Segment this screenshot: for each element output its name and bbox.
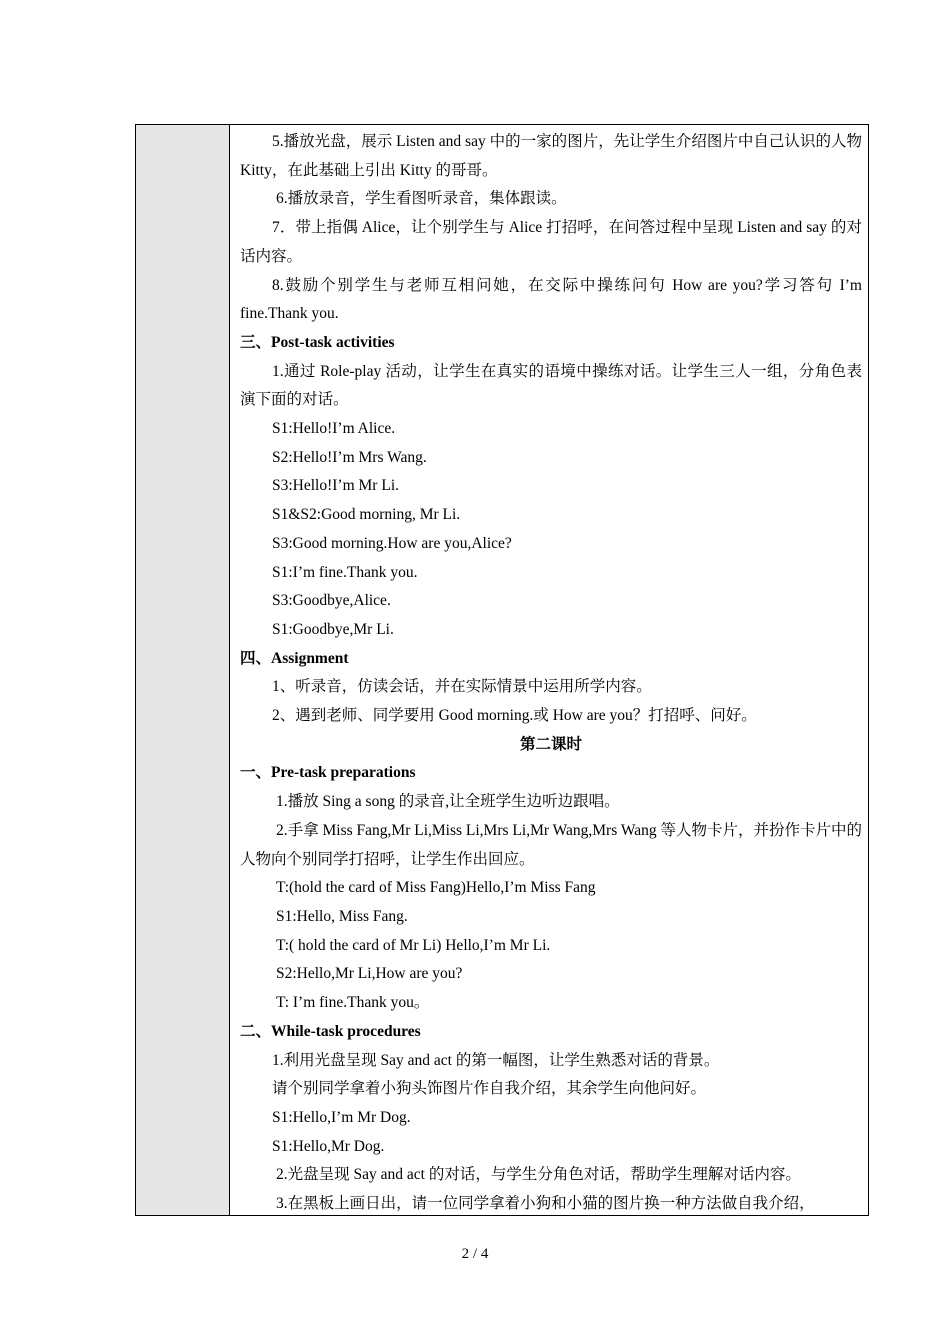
- step-8: 8.鼓励个别学生与老师互相问她，在交际中操练问句 How are you?学习答句 I’m fine.Thank you.: [240, 276, 862, 323]
- dialogue-line: S1:Hello,I’m Mr Dog.: [272, 1108, 411, 1126]
- pre-task-heading: 一、Pre-task preparations: [240, 764, 416, 782]
- dialogue-line: S3:Goodbye,Alice.: [272, 592, 391, 610]
- dialogue-line: S1&S2:Good morning, Mr Li.: [272, 506, 461, 524]
- dialogue-line: S1:Hello, Miss Fang.: [276, 907, 408, 925]
- post-task-heading: 三、Post-task activities: [240, 333, 395, 351]
- step-7: 7．带上指偶 Alice，让个别学生与 Alice 打招呼，在问答过程中呈现 Listen and say 的对话内容。: [240, 219, 862, 265]
- step-5: 5.播放光盘，展示 Listen and say 中的一家的图片，先让学生介绍图片中自己认识的人物 Kitty，在此基础上引出 Kitty 的哥哥。: [240, 133, 862, 179]
- pre-task-step-2: 2.手拿 Miss Fang,Mr Li,Miss Li,Mrs Li,Mr Wang,Mrs Wang 等人物卡片，并扮作卡片中的人物向个别同学打招呼，让学生作出回应。: [240, 821, 862, 868]
- post-task-step-1: 1.通过 Role-play 活动，让学生在真实的语境中操练对话。让学生三人一组，分角色表演下面的对话。: [240, 362, 862, 409]
- while-task-step-2: 2.光盘呈现 Say and act 的对话，与学生分角色对话，帮助学生理解对话内容。: [276, 1166, 801, 1184]
- dialogue-line: S1:Goodbye,Mr Li.: [272, 620, 394, 638]
- lesson-2-title: 第二课时: [519, 735, 582, 753]
- table-content-cell: [240, 128, 862, 1219]
- assignment-item-2: 2、遇到老师、同学要用 Good morning.或 How are you？打招呼、问好。: [272, 707, 757, 725]
- dialogue-line: S2:Hello,Mr Li,How are you?: [276, 965, 463, 983]
- assignment-heading: 四、Assignment: [240, 649, 349, 667]
- dialogue-line: T:( hold the card of Mr Li) Hello,I’m Mr Li.: [276, 936, 551, 954]
- dialogue-line: S3:Good morning.How are you,Alice?: [272, 534, 512, 552]
- dialogue-line: S2:Hello!I’m Mrs Wang.: [272, 448, 427, 466]
- dialogue-line: S1:Hello!I’m Alice.: [272, 420, 396, 438]
- dialogue-line: S3:Hello!I’m Mr Li.: [272, 477, 399, 495]
- lesson-plan-table: [135, 124, 869, 1216]
- dialogue-line: T: I’m fine.Thank you。: [276, 994, 430, 1012]
- dialogue-line: T:(hold the card of Miss Fang)Hello,I’m Miss Fang: [276, 879, 596, 897]
- while-task-step-1b: 请个别同学拿着小狗头饰图片作自我介绍，其余学生向他问好。: [272, 1080, 707, 1098]
- while-task-step-3: 3.在黑板上画日出，请一位同学拿着小狗和小猫的图片换一种方法做自我介绍，: [276, 1195, 815, 1213]
- step-6: 6.播放录音，学生看图听录音，集体跟读。: [276, 190, 567, 208]
- dialogue-line: S1:Hello,Mr Dog.: [272, 1137, 385, 1155]
- while-task-heading: 二、While-task procedures: [240, 1022, 421, 1040]
- table-left-cell: [136, 125, 230, 1215]
- pre-task-step-1: 1.播放 Sing a song 的录音,让全班学生边听边跟唱。: [276, 793, 620, 811]
- dialogue-line: S1:I’m fine.Thank you.: [272, 563, 418, 581]
- page-number: 2 / 4: [461, 1246, 489, 1262]
- assignment-item-1: 1、听录音，仿读会话，并在实际情景中运用所学内容。: [272, 678, 652, 696]
- while-task-step-1: 1.利用光盘呈现 Say and act 的第一幅图，让学生熟悉对话的背景。: [272, 1051, 720, 1069]
